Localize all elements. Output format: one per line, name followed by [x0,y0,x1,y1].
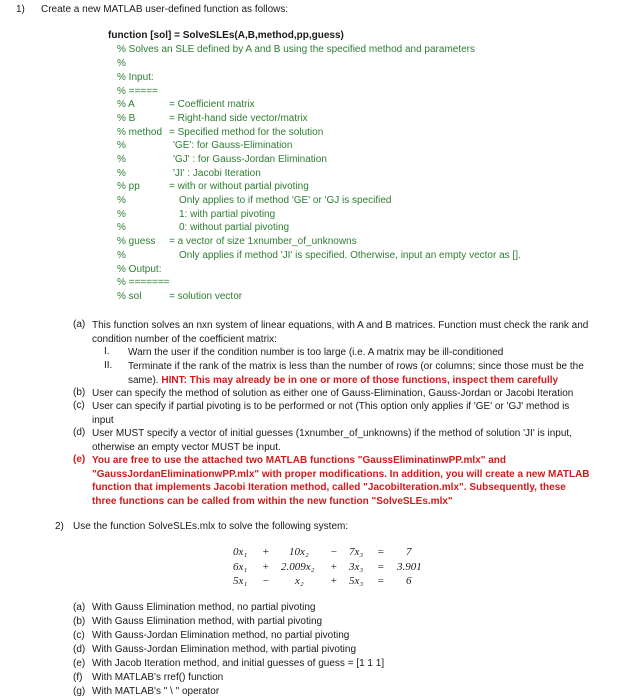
eq2-equals: = [377,561,385,573]
code-line: % [117,195,126,206]
eq2-term2: 2.009x₂ [281,561,315,573]
code-line-desc: 1: with partial pivoting [179,209,276,220]
code-line: % method [117,127,163,138]
code-line-desc: = with or without partial pivoting [169,181,309,192]
q1-number: 1) [16,4,25,15]
item-a-sub2-label: II. [104,360,113,371]
code-line: % [117,58,126,69]
item-a-sub1-text: Warn the user if the condition number is too large (i.e. A matrix may be ill-conditioned [128,347,504,358]
code-line-desc: = a vector of size 1xnumber_of_unknowns [169,236,357,247]
code-line-desc: 'GJ' : for Gauss-Jordan Elimination [173,154,327,165]
code-line: % Output: [117,264,162,275]
eq3-op2: + [330,575,338,587]
part-b-label: (b) [73,616,86,627]
part-d-text: With Gauss-Jordan Elimination method, with partial pivoting [92,644,357,655]
item-d-label: (d) [73,427,86,438]
code-line-desc: 'JI' : Jacobi Iteration [173,168,261,179]
eq3-term2: x₂ [295,575,304,587]
item-d-text: User MUST specify a vector of initial guesses (1xnumber_of_unknowns) if the method of solution 'JI' is input, otherwise an empty vector MUST be input. [92,428,572,453]
q2-text: Use the function SolveSLEs.mlx to solve the following system: [73,521,349,532]
code-line: % [117,250,126,261]
eq3-term3: 5x₃ [349,575,364,587]
eq1-rhs: 7 [406,546,412,558]
function-signature: function [sol] = SolveSLEs(A,B,method,pp,guess) [108,30,344,41]
eq1-term2: 10x₂ [289,546,309,558]
eq3-op1: − [262,575,270,587]
code-line: % [117,168,126,179]
code-line-desc: = solution vector [169,291,243,302]
part-f-text: With MATLAB's rref() function [92,672,224,683]
item-a-sub1-label: I. [104,346,110,357]
item-e-text: You are free to use the attached two MATLAB functions "GaussEliminatinwPP.mlx" and "GaussJordanEliminationwPP.mlx" with proper modifications. In addition, you will create a new MATLAB function that implements Jacobi Iteration method, called "JacobiIteration.mlx". Subsequently, these three functions can be called from within the new function "SolveSLEs.mlx" [92,455,590,507]
item-a-label: (a) [73,319,86,330]
code-line-desc: 'GE': for Gauss-Elimination [173,140,293,151]
code-line-desc: = Coefficient matrix [169,99,255,110]
q1-text: Create a new MATLAB user-defined function as follows: [41,4,289,15]
part-d-label: (d) [73,644,86,655]
item-a-text: This function solves an nxn system of linear equations, with A and B matrices. Function must check the rank and condition number of the coefficient matrix: [92,320,589,345]
part-f-label: (f) [73,672,83,683]
item-b-text: User can specify the method of solution as either one of Gauss-Elimination, Gauss-Jordan or Jacobi Iteration [92,388,574,399]
code-line: % ======= [117,277,170,288]
eq2-rhs: 3.901 [397,561,422,573]
code-line: % sol [117,291,142,302]
code-line-desc: Only applies if method 'JI' is specified. Otherwise, input an empty vector as []. [179,250,521,261]
part-b-text: With Gauss Elimination method, with partial pivoting [92,616,323,627]
eq2-term3: 3x₃ [349,561,364,573]
code-line: % A [117,99,135,110]
q2-number: 2) [55,521,64,532]
code-line-desc: Only applies to if method 'GE' or 'GJ is specified [179,195,392,206]
item-a-sub2-text: Terminate if the rank of the matrix is less than the number of rows (or columns; since those must be the same). [128,361,584,386]
part-g-text: With MATLAB's " \ " operator [92,686,220,697]
eq1-equals: = [377,546,385,558]
item-a-sub2 [128,360,590,387]
hint-text: HINT: This may already be in one or more of those functions, inspect them carefully [161,374,559,386]
code-line: % [117,140,126,151]
eq1-term3: 7x₃ [349,546,364,558]
eq1-op2: − [330,546,338,558]
eq1-op1: + [262,546,270,558]
code-line: % [117,222,126,233]
eq2-op2: + [330,561,338,573]
code-line-desc: = Specified method for the solution [169,127,324,138]
code-line: % ===== [117,86,158,97]
eq2-term1: 6x₁ [233,561,248,573]
code-line: % B [117,113,136,124]
item-e-label: (e) [73,454,86,465]
eq1-term1: 0x₁ [233,546,248,558]
part-e-text: With Jacob Iteration method, and initial guesses of guess = [1 1 1] [92,658,385,669]
eq2-op1: + [262,561,270,573]
eq3-term1: 5x₁ [233,575,248,587]
part-c-text: With Gauss-Jordan Elimination method, no partial pivoting [92,630,350,641]
code-line-desc: = Right-hand side vector/matrix [169,113,308,124]
code-line: % [117,209,126,220]
code-line: % Solves an SLE defined by A and B using the specified method and parameters [117,44,476,55]
code-line: % [117,154,126,165]
part-g-label: (g) [73,686,86,697]
code-line: % pp [117,181,140,192]
item-b-label: (b) [73,387,86,398]
part-a-text: With Gauss Elimination method, no partial pivoting [92,602,316,613]
item-c-text: User can specify if partial pivoting is to be performed or not (This option only applies if 'GE' or 'GJ' method is input [92,401,570,426]
code-line: % guess [117,236,156,247]
code-line: % Input: [117,72,154,83]
eq3-equals: = [377,575,385,587]
item-c-label: (c) [73,400,85,411]
part-e-label: (e) [73,658,86,669]
code-line-desc: 0: without partial pivoting [179,222,290,233]
eq3-rhs: 6 [406,575,412,587]
part-a-label: (a) [73,602,86,613]
part-c-label: (c) [73,630,85,641]
